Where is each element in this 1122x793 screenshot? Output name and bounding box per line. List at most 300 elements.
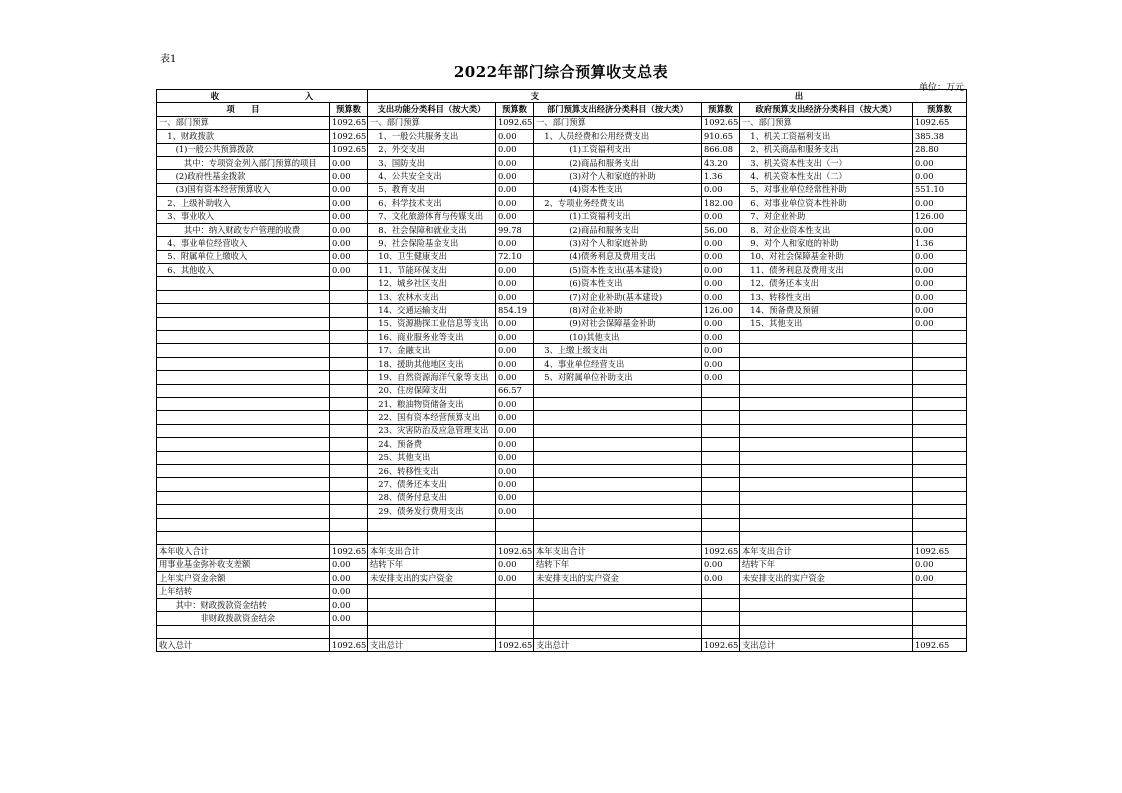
income-item-cell [157,464,330,477]
gov-econ-amount-cell [913,438,967,451]
gov-econ-amount-cell [913,478,967,491]
table-row [157,331,967,344]
gov-econ-amount-cell [913,451,967,464]
income-item-cell: (2)政府性基金拨款 [157,170,330,183]
income-item-cell [157,290,330,303]
dept-econ-amount-cell [702,384,740,397]
dept-econ-amount-cell [702,585,740,598]
gov-econ-amount-cell [913,424,967,437]
func-item-cell: 25、其他支出 [368,451,496,464]
dept-econ-amount-cell [702,612,740,625]
table-row [157,170,967,183]
income-amount-cell: 0.00 [330,197,368,210]
income-amount-cell [330,518,368,531]
func-amount-cell: 0.00 [496,464,534,477]
gov-econ-amount-cell [913,598,967,611]
table-row [157,116,967,129]
func-amount-cell: 0.00 [496,478,534,491]
table-row [157,639,967,652]
table-row [157,612,967,625]
func-item-cell [368,518,496,531]
dept-econ-item-cell [534,505,702,518]
dept-econ-amount-cell: 1092.65 [702,116,740,129]
table-row [157,156,967,169]
income-amount-cell: 0.00 [330,572,368,585]
dept-econ-item-cell [534,491,702,504]
table-row [157,290,967,303]
func-item-cell: 结转下年 [368,558,496,571]
income-item-cell [157,625,330,638]
func-item-cell: 一、部门预算 [368,116,496,129]
income-item-cell: 其中：财政拨款资金结转 [157,598,330,611]
gov-econ-item-cell [740,451,913,464]
func-item-cell: 7、文化旅游体育与传媒支出 [368,210,496,223]
gov-econ-amount-cell: 0.00 [913,197,967,210]
gov-econ-amount-cell [913,518,967,531]
table-row [157,531,967,544]
func-amount-cell: 1092.65 [496,116,534,129]
gov-econ-item-cell [740,397,913,410]
func-item-cell: 21、粮油物资储备支出 [368,397,496,410]
func-amount-cell: 0.00 [496,411,534,424]
income-amount-cell [330,317,368,330]
gov-econ-amount-cell [913,531,967,544]
income-amount-cell [330,478,368,491]
dept-econ-item-cell: 1、人员经费和公用经费支出 [534,130,702,143]
func-amount-cell: 0.00 [496,237,534,250]
func-amount-cell: 66.57 [496,384,534,397]
income-item-cell [157,371,330,384]
income-item-cell [157,411,330,424]
col-header-item: 项 目 [157,103,330,116]
budget-summary-table [156,89,967,652]
group-header-row [157,90,967,103]
table-row [157,572,967,585]
table-row [157,478,967,491]
func-amount-cell: 72.10 [496,250,534,263]
gov-econ-amount-cell: 0.00 [913,572,967,585]
table-row [157,491,967,504]
dept-econ-item-cell: 结转下年 [534,558,702,571]
func-item-cell: 16、商业服务业等支出 [368,331,496,344]
income-amount-cell [330,491,368,504]
dept-econ-item-cell: 3、上缴上级支出 [534,344,702,357]
func-amount-cell: 0.00 [496,438,534,451]
func-item-cell: 22、国有资本经营预算支出 [368,411,496,424]
dept-econ-item-cell [534,598,702,611]
income-item-cell: 5、附属单位上缴收入 [157,250,330,263]
income-amount-cell: 0.00 [330,210,368,223]
income-amount-cell [330,357,368,370]
dept-econ-amount-cell: 182.00 [702,197,740,210]
income-item-cell: (3)国有资本经营预算收入 [157,183,330,196]
func-item-cell: 9、社会保险基金支出 [368,237,496,250]
dept-econ-amount-cell: 0.00 [702,183,740,196]
func-item-cell [368,585,496,598]
dept-econ-amount-cell [702,478,740,491]
func-amount-cell: 0.00 [496,344,534,357]
dept-econ-item-cell [534,411,702,424]
dept-econ-item-cell: 2、专项业务经费支出 [534,197,702,210]
col-header-gov-econ: 政府预算支出经济分类科目（按大类） [740,103,913,116]
income-item-cell [157,277,330,290]
dept-econ-amount-cell: 126.00 [702,304,740,317]
func-amount-cell: 0.00 [496,130,534,143]
income-item-cell [157,491,330,504]
income-amount-cell: 0.00 [330,237,368,250]
dept-econ-amount-cell [702,451,740,464]
income-item-cell: 1、财政拨款 [157,130,330,143]
gov-econ-amount-cell [913,331,967,344]
gov-econ-item-cell [740,411,913,424]
expenditure-group-header [368,90,967,103]
gov-econ-amount-cell: 0.00 [913,290,967,303]
dept-econ-amount-cell: 0.00 [702,277,740,290]
func-item-cell: 4、公共安全支出 [368,170,496,183]
income-item-cell: 其中：专项资金列入部门预算的项目 [157,156,330,169]
gov-econ-amount-cell: 0.00 [913,558,967,571]
gov-econ-amount-cell: 0.00 [913,170,967,183]
gov-econ-amount-cell: 1092.65 [913,639,967,652]
dept-econ-item-cell: 5、对附属单位补助支出 [534,371,702,384]
table-row [157,505,967,518]
func-amount-cell: 0.00 [496,331,534,344]
dept-econ-item-cell: 未安排支出的实户资金 [534,572,702,585]
gov-econ-amount-cell: 0.00 [913,317,967,330]
dept-econ-item-cell: 一、部门预算 [534,116,702,129]
table-row [157,210,967,223]
table-row [157,197,967,210]
func-item-cell: 6、科学技术支出 [368,197,496,210]
income-amount-cell [330,505,368,518]
income-item-cell [157,478,330,491]
dept-econ-amount-cell: 1.36 [702,170,740,183]
gov-econ-amount-cell: 0.00 [913,223,967,236]
dept-econ-item-cell [534,464,702,477]
income-item-cell [157,397,330,410]
func-amount-cell: 0.00 [496,397,534,410]
income-amount-cell [330,424,368,437]
gov-econ-amount-cell [913,411,967,424]
income-item-cell [157,344,330,357]
func-item-cell: 26、转移性支出 [368,464,496,477]
dept-econ-item-cell: 本年支出合计 [534,545,702,558]
gov-econ-item-cell [740,505,913,518]
gov-econ-item-cell [740,478,913,491]
income-amount-cell [330,304,368,317]
func-amount-cell: 1092.65 [496,639,534,652]
dept-econ-amount-cell: 1092.65 [702,639,740,652]
income-amount-cell [330,531,368,544]
gov-econ-item-cell: 5、对事业单位经常性补助 [740,183,913,196]
func-amount-cell: 0.00 [496,371,534,384]
gov-econ-item-cell [740,424,913,437]
func-item-cell [368,625,496,638]
gov-econ-item-cell: 12、债务还本支出 [740,277,913,290]
dept-econ-item-cell: (3)对个人和家庭的补助 [534,170,702,183]
table-row [157,304,967,317]
dept-econ-item-cell: (1)工资福利支出 [534,143,702,156]
gov-econ-item-cell [740,464,913,477]
func-amount-cell: 0.00 [496,424,534,437]
income-amount-cell: 1092.65 [330,545,368,558]
income-amount-cell [330,331,368,344]
dept-econ-item-cell: (6)资本性支出 [534,277,702,290]
func-item-cell: 29、债务发行费用支出 [368,505,496,518]
dept-econ-amount-cell [702,411,740,424]
gov-econ-item-cell: 1、机关工资福利支出 [740,130,913,143]
func-item-cell [368,612,496,625]
func-item-cell [368,598,496,611]
income-amount-cell: 0.00 [330,612,368,625]
dept-econ-amount-cell: 0.00 [702,331,740,344]
dept-econ-amount-cell [702,518,740,531]
func-amount-cell: 0.00 [496,451,534,464]
gov-econ-amount-cell: 28.80 [913,143,967,156]
func-amount-cell: 0.00 [496,156,534,169]
dept-econ-amount-cell: 0.00 [702,572,740,585]
income-item-cell [157,357,330,370]
func-amount-cell: 0.00 [496,197,534,210]
func-amount-cell [496,598,534,611]
dept-econ-amount-cell: 0.00 [702,237,740,250]
income-item-cell [157,505,330,518]
gov-econ-amount-cell: 1.36 [913,237,967,250]
gov-econ-amount-cell: 0.00 [913,264,967,277]
dept-econ-amount-cell: 0.00 [702,558,740,571]
gov-econ-item-cell [740,531,913,544]
gov-econ-amount-cell: 126.00 [913,210,967,223]
table-row [157,371,967,384]
income-group-char-a: 收 [210,90,220,101]
gov-econ-amount-cell [913,357,967,370]
func-item-cell: 15、资源勘探工业信息等支出 [368,317,496,330]
dept-econ-amount-cell: 43.20 [702,156,740,169]
dept-econ-item-cell [534,585,702,598]
income-item-cell [157,424,330,437]
income-item-cell [157,384,330,397]
gov-econ-item-cell: 4、机关资本性支出（二） [740,170,913,183]
dept-econ-item-cell: (2)商品和服务支出 [534,223,702,236]
income-amount-cell [330,290,368,303]
gov-econ-amount-cell: 1092.65 [913,545,967,558]
table-row [157,598,967,611]
table-row [157,558,967,571]
income-amount-cell [330,438,368,451]
unit-label: 单位：万元 [918,83,964,93]
income-item-cell: 非财政拨款资金结余 [157,612,330,625]
dept-econ-item-cell [534,451,702,464]
income-item-cell: 2、上级补助收入 [157,197,330,210]
gov-econ-item-cell [740,491,913,504]
gov-econ-item-cell [740,344,913,357]
table-tag: 表1 [160,54,177,65]
income-item-cell: 4、事业单位经营收入 [157,237,330,250]
income-amount-cell [330,451,368,464]
dept-econ-item-cell: (9)对社会保障基金补助 [534,317,702,330]
income-amount-cell [330,625,368,638]
gov-econ-item-cell: 支出总计 [740,639,913,652]
func-amount-cell: 0.00 [496,290,534,303]
income-item-cell: 上年实户资金余额 [157,572,330,585]
table-row [157,250,967,263]
dept-econ-amount-cell: 0.00 [702,290,740,303]
func-amount-cell [496,625,534,638]
dept-econ-item-cell: (4)资本性支出 [534,183,702,196]
func-amount-cell: 0.00 [496,264,534,277]
gov-econ-amount-cell [913,464,967,477]
income-amount-cell: 0.00 [330,598,368,611]
income-item-cell [157,304,330,317]
income-item-cell [157,438,330,451]
dept-econ-amount-cell: 0.00 [702,250,740,263]
gov-econ-item-cell [740,612,913,625]
income-amount-cell [330,277,368,290]
dept-econ-amount-cell: 0.00 [702,344,740,357]
gov-econ-amount-cell [913,585,967,598]
gov-econ-item-cell [740,518,913,531]
dept-econ-amount-cell: 1092.65 [702,545,740,558]
table-row [157,130,967,143]
gov-econ-item-cell: 6、对事业单位资本性补助 [740,197,913,210]
col-header-amount: 预算数 [330,103,368,116]
gov-econ-item-cell [740,384,913,397]
dept-econ-amount-cell [702,598,740,611]
table-body [157,116,967,652]
income-amount-cell: 0.00 [330,250,368,263]
expend-group-char-a: 支 [530,90,540,101]
func-item-cell: 17、金融支出 [368,344,496,357]
gov-econ-item-cell: 未安排支出的实户资金 [740,572,913,585]
func-amount-cell: 1092.65 [496,545,534,558]
gov-econ-item-cell: 10、对社会保障基金补助 [740,250,913,263]
func-amount-cell: 99.78 [496,223,534,236]
dept-econ-item-cell: (7)对企业补助(基本建设) [534,290,702,303]
table-row [157,357,967,370]
func-amount-cell: 0.00 [496,505,534,518]
gov-econ-item-cell [740,331,913,344]
gov-econ-amount-cell [913,397,967,410]
income-amount-cell: 1092.65 [330,639,368,652]
income-amount-cell [330,371,368,384]
dept-econ-item-cell: 支出总计 [534,639,702,652]
income-amount-cell: 1092.65 [330,116,368,129]
dept-econ-amount-cell [702,424,740,437]
table-row [157,518,967,531]
func-item-cell: 20、住房保障支出 [368,384,496,397]
gov-econ-amount-cell: 0.00 [913,304,967,317]
func-item-cell: 11、节能环保支出 [368,264,496,277]
gov-econ-item-cell: 13、转移性支出 [740,290,913,303]
gov-econ-item-cell: 3、机关资本性支出（一） [740,156,913,169]
income-item-cell: 用事业基金弥补收支差额 [157,558,330,571]
income-item-cell: (1)一般公共预算拨款 [157,143,330,156]
gov-econ-amount-cell [913,625,967,638]
func-item-cell: 28、债务付息支出 [368,491,496,504]
income-amount-cell [330,397,368,410]
income-item-cell: 一、部门预算 [157,116,330,129]
func-amount-cell: 0.00 [496,143,534,156]
gov-econ-amount-cell: 385.38 [913,130,967,143]
func-amount-cell [496,612,534,625]
table-row [157,411,967,424]
dept-econ-amount-cell: 0.00 [702,264,740,277]
gov-econ-item-cell: 一、部门预算 [740,116,913,129]
gov-econ-item-cell: 2、机关商品和服务支出 [740,143,913,156]
gov-econ-amount-cell [913,384,967,397]
func-amount-cell: 0.00 [496,170,534,183]
dept-econ-item-cell: (3)对个人和家庭补助 [534,237,702,250]
dept-econ-amount-cell [702,438,740,451]
func-item-cell: 8、社会保障和就业支出 [368,223,496,236]
dept-econ-amount-cell: 56.00 [702,223,740,236]
income-group-header [157,90,368,103]
func-item-cell: 10、卫生健康支出 [368,250,496,263]
func-item-cell: 23、灾害防治及应急管理支出 [368,424,496,437]
func-amount-cell: 0.00 [496,357,534,370]
col-header-amount: 预算数 [702,103,740,116]
gov-econ-item-cell [740,357,913,370]
func-amount-cell [496,585,534,598]
gov-econ-item-cell: 本年支出合计 [740,545,913,558]
expend-group-char-b: 出 [794,90,804,101]
income-amount-cell: 1092.65 [330,143,368,156]
table-row [157,183,967,196]
dept-econ-item-cell [534,625,702,638]
income-amount-cell: 0.00 [330,558,368,571]
func-item-cell: 27、债务还本支出 [368,478,496,491]
income-item-cell [157,518,330,531]
dept-econ-item-cell [534,612,702,625]
income-item-cell: 上年结转 [157,585,330,598]
gov-econ-item-cell [740,438,913,451]
dept-econ-amount-cell: 0.00 [702,210,740,223]
income-amount-cell: 0.00 [330,156,368,169]
table-row [157,344,967,357]
gov-econ-item-cell: 7、对企业补助 [740,210,913,223]
func-amount-cell: 0.00 [496,183,534,196]
func-item-cell: 14、交通运输支出 [368,304,496,317]
func-item-cell [368,531,496,544]
income-item-cell [157,331,330,344]
func-item-cell: 18、援助其他地区支出 [368,357,496,370]
gov-econ-amount-cell [913,612,967,625]
dept-econ-item-cell [534,531,702,544]
func-item-cell: 1、一般公共服务支出 [368,130,496,143]
page-title: 2022年部门综合预算收支总表 [453,63,669,81]
income-amount-cell: 1092.65 [330,130,368,143]
dept-econ-amount-cell [702,464,740,477]
gov-econ-item-cell: 14、预备费及预留 [740,304,913,317]
func-amount-cell: 0.00 [496,558,534,571]
dept-econ-item-cell: (5)资本性支出(基本建设) [534,264,702,277]
income-amount-cell: 0.00 [330,264,368,277]
gov-econ-item-cell: 结转下年 [740,558,913,571]
dept-econ-item-cell [534,518,702,531]
table-row [157,397,967,410]
income-item-cell: 6、其他收入 [157,264,330,277]
table-row [157,317,967,330]
func-item-cell: 未安排支出的实户资金 [368,572,496,585]
income-item-cell: 其中：纳入财政专户管理的收费 [157,223,330,236]
table-row [157,264,967,277]
dept-econ-item-cell: (8)对企业补助 [534,304,702,317]
dept-econ-amount-cell: 0.00 [702,357,740,370]
table-row [157,384,967,397]
func-item-cell: 19、自然资源海洋气象等支出 [368,371,496,384]
func-item-cell: 支出总计 [368,639,496,652]
table-row [157,464,967,477]
